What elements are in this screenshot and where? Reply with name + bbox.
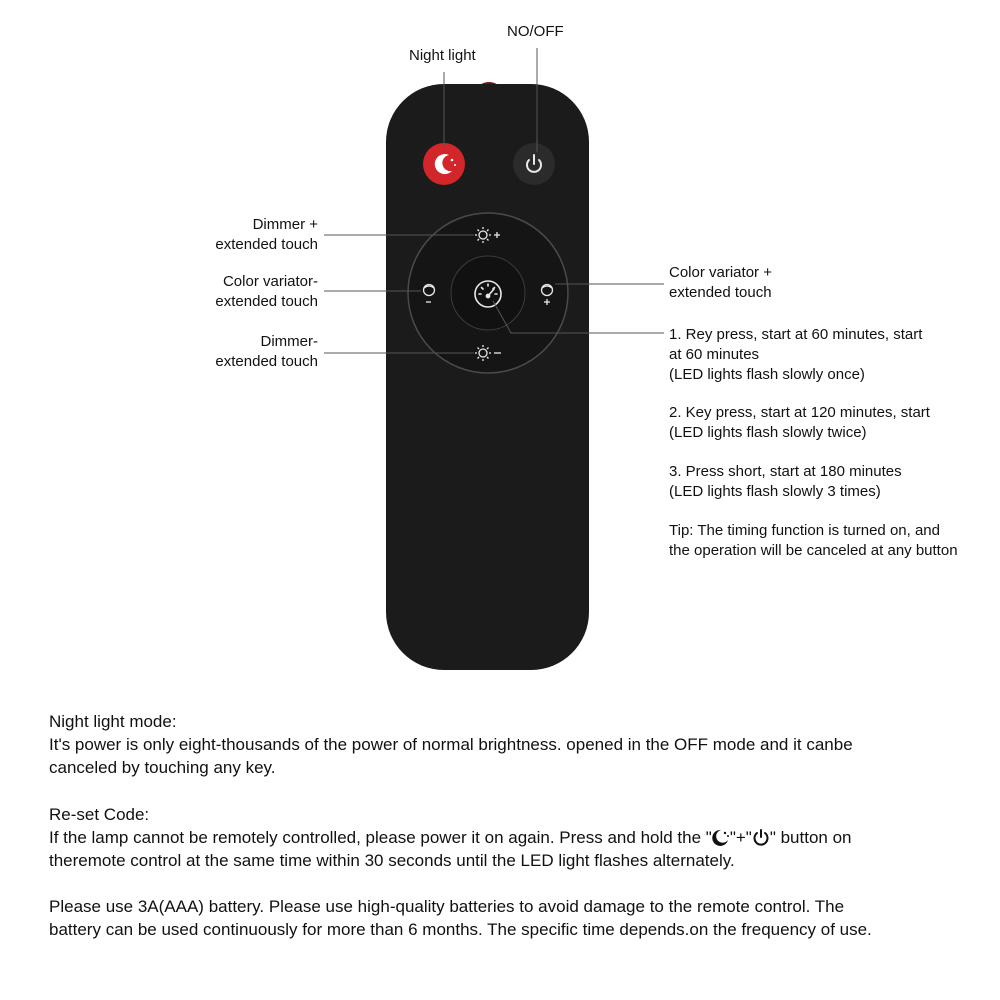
moon-icon	[712, 829, 730, 846]
remote-body	[386, 84, 589, 670]
power-button[interactable]	[513, 143, 555, 185]
timer-tip: Tip: The timing function is turned on, and the operation will be canceled at any button	[669, 522, 958, 559]
dimmer-plus-label: Dimmer + extended touch	[215, 216, 318, 253]
dimmer-minus-label: Dimmer- extended touch	[215, 333, 318, 370]
night-mode-title: Night light mode:	[49, 712, 177, 731]
timer-note-2: 2. Key press, start at 120 minutes, start (LED lights flash slowly twice)	[669, 404, 930, 441]
night-mode-section: Night light mode: It's power is only eight-thousands of the power of normal brightness. opened in the OFF mode and it canbe canceled by touching any key.	[49, 710, 989, 779]
timer-note-3: 3. Press short, start at 180 minutes (LED lights flash slowly 3 times)	[669, 463, 902, 500]
battery-section: Please use 3A(AAA) battery. Please use high-quality batteries to avoid damage to the remote control. The battery can be used continuously for more than 6 months. The specific time depends.on the frequency of use.	[49, 897, 872, 939]
timer-note-1: 1. Rey press, start at 60 minutes, start at 60 minutes (LED lights flash slowly once)	[669, 326, 923, 383]
color-plus-label: Color variator + extended touch	[669, 264, 772, 301]
night-light-button[interactable]	[423, 143, 465, 185]
color-minus-label: Color variator- extended touch	[215, 273, 318, 310]
on-off-label: NO/OFF	[507, 23, 564, 40]
reset-title: Re-set Code:	[49, 805, 150, 824]
reset-section: Re-set Code: If the lamp cannot be remotely controlled, please power it on again. Press and hold the " "+" " button on theremote control at the same time within 30 seconds until the LED light flashes alternately.	[49, 803, 989, 872]
night-light-label: Night light	[409, 47, 476, 64]
timer-button[interactable]	[451, 256, 525, 330]
power-icon	[752, 828, 770, 846]
